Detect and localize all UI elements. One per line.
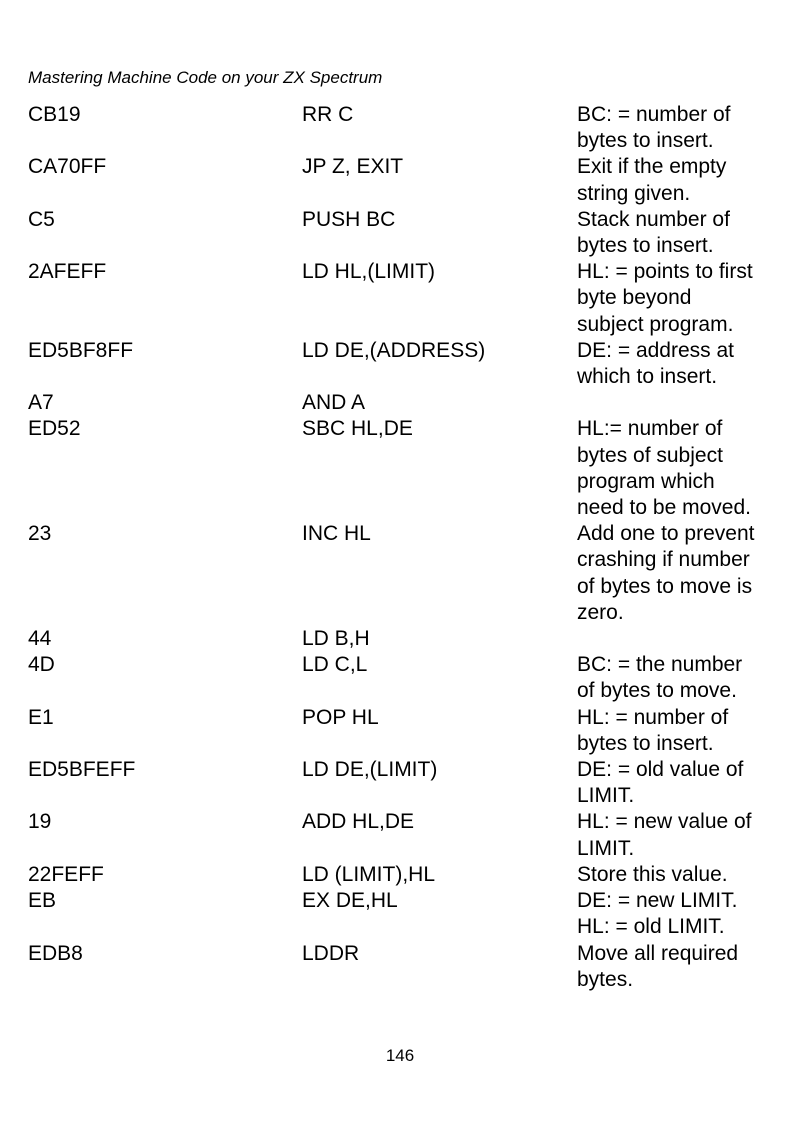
assembly-instruction: AND A <box>302 391 366 415</box>
assembly-instruction: LD DE,(ADDRESS) <box>302 338 486 362</box>
comment: HL: = new value of LIMIT. <box>577 810 752 860</box>
hex-code: ED52 <box>28 417 81 441</box>
assembly-instruction: JP Z, EXIT <box>302 155 404 179</box>
assembly-instruction: PUSH BC <box>302 207 396 231</box>
comment: HL:= number of bytes of subject program which need to be moved. <box>577 417 751 520</box>
comment: BC: = number of bytes to insert. <box>577 103 731 153</box>
page-number: 146 <box>385 1046 415 1065</box>
comment: DE: = new LIMIT. HL: = old LIMIT. <box>577 889 738 939</box>
listing-row <box>28 259 778 338</box>
listing-row <box>28 416 778 521</box>
hex-code: EDB8 <box>28 941 83 965</box>
hex-code: 22FEFF <box>28 862 104 886</box>
hex-code: CB19 <box>28 103 81 126</box>
comment: Exit if the empty string given. <box>577 155 727 205</box>
comment: HL: = points to first byte beyond subject program. <box>577 260 753 336</box>
hex-code: 44 <box>28 627 52 651</box>
assembly-instruction: INC HL <box>302 522 371 546</box>
listing-row <box>28 941 778 993</box>
listing-row <box>28 809 778 861</box>
assembly-instruction: LD (LIMIT),HL <box>302 862 436 886</box>
comment: Stack number of bytes to insert. <box>577 207 730 258</box>
hex-code: 23 <box>28 522 52 546</box>
hex-code: ED5BFEFF <box>28 758 136 782</box>
listing-row <box>28 652 778 704</box>
listing-row <box>28 207 778 259</box>
assembly-instruction: ADD HL,DE <box>302 810 415 834</box>
comment: BC: = the number of bytes to move. <box>577 653 743 703</box>
comment: Move all required bytes. <box>577 941 739 991</box>
assembly-instruction: LD B,H <box>302 627 370 651</box>
listing-row <box>28 390 778 416</box>
hex-code: EB <box>28 889 57 913</box>
assembly-instruction: LDDR <box>302 941 360 965</box>
listing-row <box>28 338 778 390</box>
hex-code: 19 <box>28 810 52 834</box>
assembly-instruction: EX DE,HL <box>302 889 398 913</box>
hex-code: ED5BF8FF <box>28 338 134 362</box>
code-listing <box>28 102 778 993</box>
listing-row <box>28 521 778 626</box>
hex-code: C5 <box>28 207 55 231</box>
comment: DE: = address at which to insert. <box>577 338 734 389</box>
assembly-instruction: POP HL <box>302 705 379 729</box>
assembly-instruction: LD DE,(LIMIT) <box>302 758 438 782</box>
hex-code: CA70FF <box>28 155 107 179</box>
hex-code: E1 <box>28 705 54 729</box>
running-header: Mastering Machine Code on your ZX Spectrum <box>28 68 383 87</box>
listing-row <box>28 757 778 809</box>
comment: HL: = number of bytes to insert. <box>577 705 729 755</box>
assembly-instruction: LD C,L <box>302 653 368 677</box>
hex-code: 2AFEFF <box>28 260 107 284</box>
listing-row <box>28 888 778 940</box>
listing-row <box>28 862 778 888</box>
assembly-instruction: LD HL,(LIMIT) <box>302 260 436 284</box>
hex-code: A7 <box>28 391 54 415</box>
listing-row <box>28 705 778 757</box>
comment: Add one to prevent crashing if number of bytes to move is zero. <box>577 522 755 624</box>
listing-row <box>28 154 778 206</box>
comment: DE: = old value of LIMIT. <box>577 758 744 808</box>
assembly-instruction: RR C <box>302 103 354 126</box>
comment: Store this value. <box>577 862 728 886</box>
hex-code: 4D <box>28 653 55 677</box>
listing-row <box>28 626 778 652</box>
listing-row <box>28 102 778 154</box>
assembly-instruction: SBC HL,DE <box>302 417 413 441</box>
